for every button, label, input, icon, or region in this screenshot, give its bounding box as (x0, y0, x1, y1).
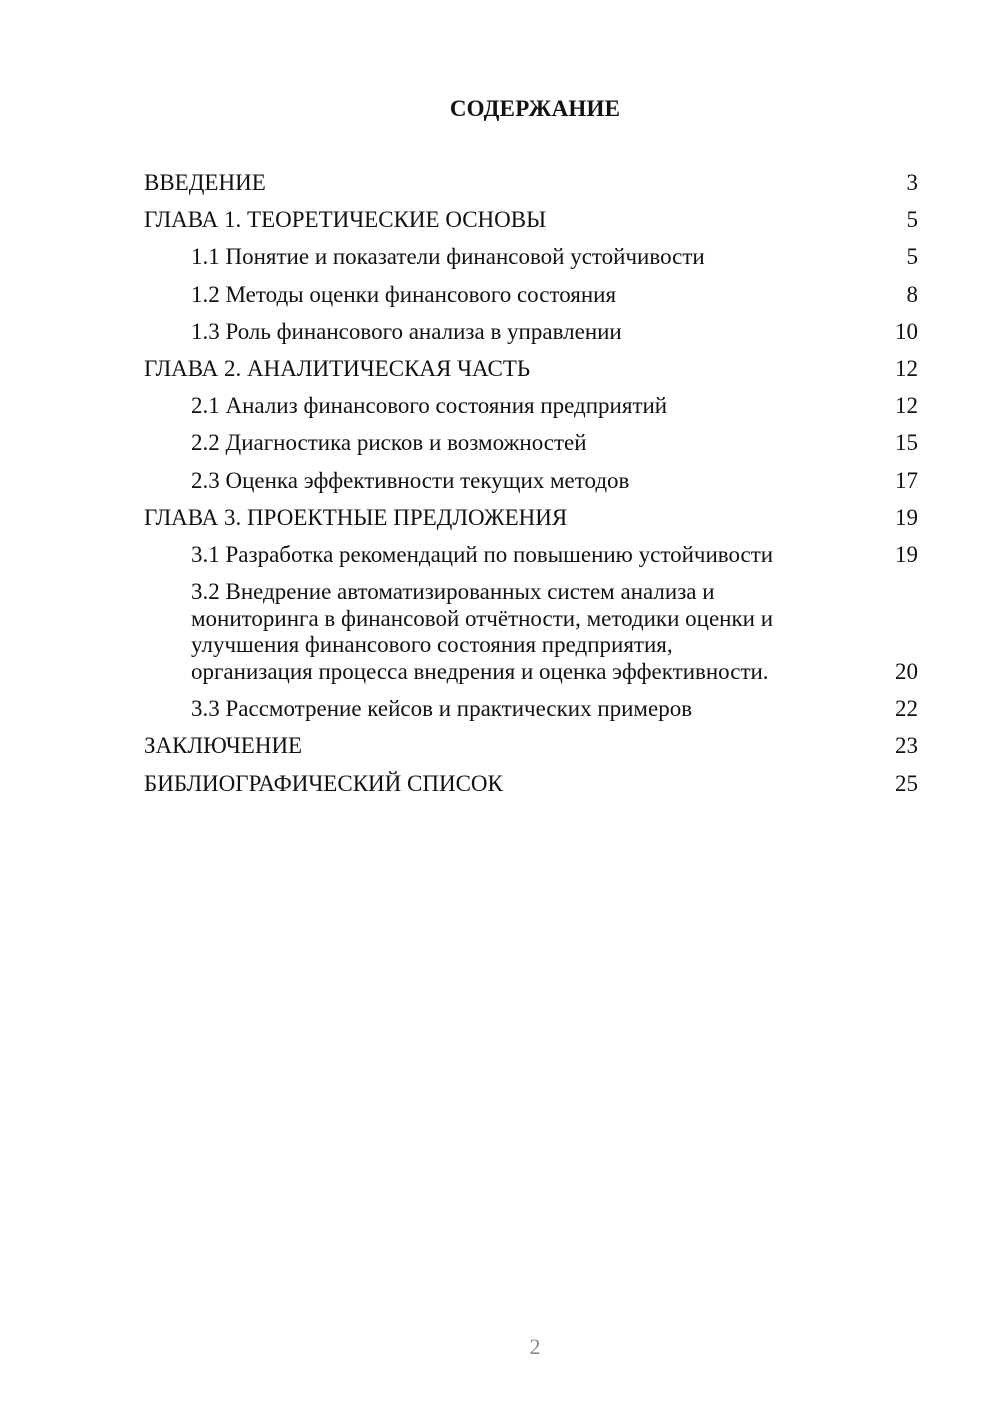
toc-entry-bibliography[interactable] (144, 771, 918, 797)
toc-entry-label: 3.2 Внедрение автоматизированных систем анализа и мониторинга в финансовой отчётности, методики оценки и улучшения финансового состояния предприятия, организация процесса внедрения и оценка эффективности. (191, 579, 774, 684)
table-of-contents (144, 170, 918, 808)
toc-entry-introduction[interactable] (144, 170, 918, 196)
toc-entry-label: 2.2 Диагностика рисков и возможностей (191, 430, 587, 456)
page-title: СОДЕРЖАНИЕ (449, 96, 621, 121)
toc-entry-label: БИБЛИОГРАФИЧЕСКИЙ СПИСОК (144, 770, 503, 796)
toc-entry-section-1-3[interactable] (144, 319, 918, 345)
toc-entry-chapter-3[interactable] (144, 505, 918, 531)
toc-entry-page: 22 (895, 696, 918, 722)
toc-entry-section-2-2[interactable] (144, 430, 918, 456)
toc-entry-label: 1.3 Роль финансового анализа в управлении (191, 318, 622, 344)
toc-entry-label: 1.2 Методы оценки финансового состояния (191, 281, 617, 307)
toc-entry-page: 5 (906, 207, 918, 233)
toc-entry-label: ГЛАВА 1. ТЕОРЕТИЧЕСКИЕ ОСНОВЫ (144, 207, 547, 233)
toc-entry-page: 23 (895, 733, 918, 759)
toc-entry-page: 20 (895, 659, 918, 685)
toc-entry-section-3-1[interactable] (144, 542, 918, 568)
toc-entry-page: 12 (895, 355, 918, 381)
toc-entry-label: 3.1 Разработка рекомендаций по повышению устойчивости (191, 541, 774, 567)
toc-entry-section-1-1[interactable] (144, 244, 918, 270)
toc-entry-chapter-1[interactable] (144, 207, 918, 233)
toc-entry-chapter-2[interactable] (144, 356, 918, 382)
toc-entry-section-1-2[interactable] (144, 282, 918, 308)
toc-entry-page: 15 (895, 430, 918, 456)
toc-entry-section-2-3[interactable] (144, 468, 918, 494)
toc-entry-page: 10 (895, 318, 918, 344)
toc-entry-section-3-3[interactable] (144, 696, 918, 722)
toc-entry-section-3-2[interactable] (144, 579, 918, 685)
toc-entry-label: 2.3 Оценка эффективности текущих методов (191, 467, 630, 493)
toc-entry-label: ЗАКЛЮЧЕНИЕ (144, 733, 303, 759)
toc-entry-page: 12 (895, 393, 918, 419)
toc-entry-page: 3 (906, 170, 918, 195)
toc-entry-page: 19 (895, 504, 918, 530)
page-number: 2 (529, 1334, 541, 1359)
toc-entry-label: ГЛАВА 2. АНАЛИТИЧЕСКАЯ ЧАСТЬ (144, 355, 531, 381)
toc-entry-page: 19 (895, 541, 918, 567)
toc-entry-label: 3.3 Рассмотрение кейсов и практических примеров (191, 696, 693, 722)
toc-entry-section-2-1[interactable] (144, 393, 918, 419)
toc-entry-page: 8 (906, 281, 918, 307)
toc-entry-label: 2.1 Анализ финансового состояния предприятий (191, 393, 668, 419)
toc-entry-page: 17 (895, 467, 918, 493)
toc-entry-conclusion[interactable] (144, 733, 918, 759)
toc-entry-label: ГЛАВА 3. ПРОЕКТНЫЕ ПРЕДЛОЖЕНИЯ (144, 504, 568, 530)
toc-entry-label: 1.1 Понятие и показатели финансовой устойчивости (191, 244, 705, 270)
toc-entry-label: ВВЕДЕНИЕ (144, 170, 266, 195)
toc-entry-page: 25 (895, 770, 918, 796)
toc-entry-page: 5 (906, 244, 918, 270)
